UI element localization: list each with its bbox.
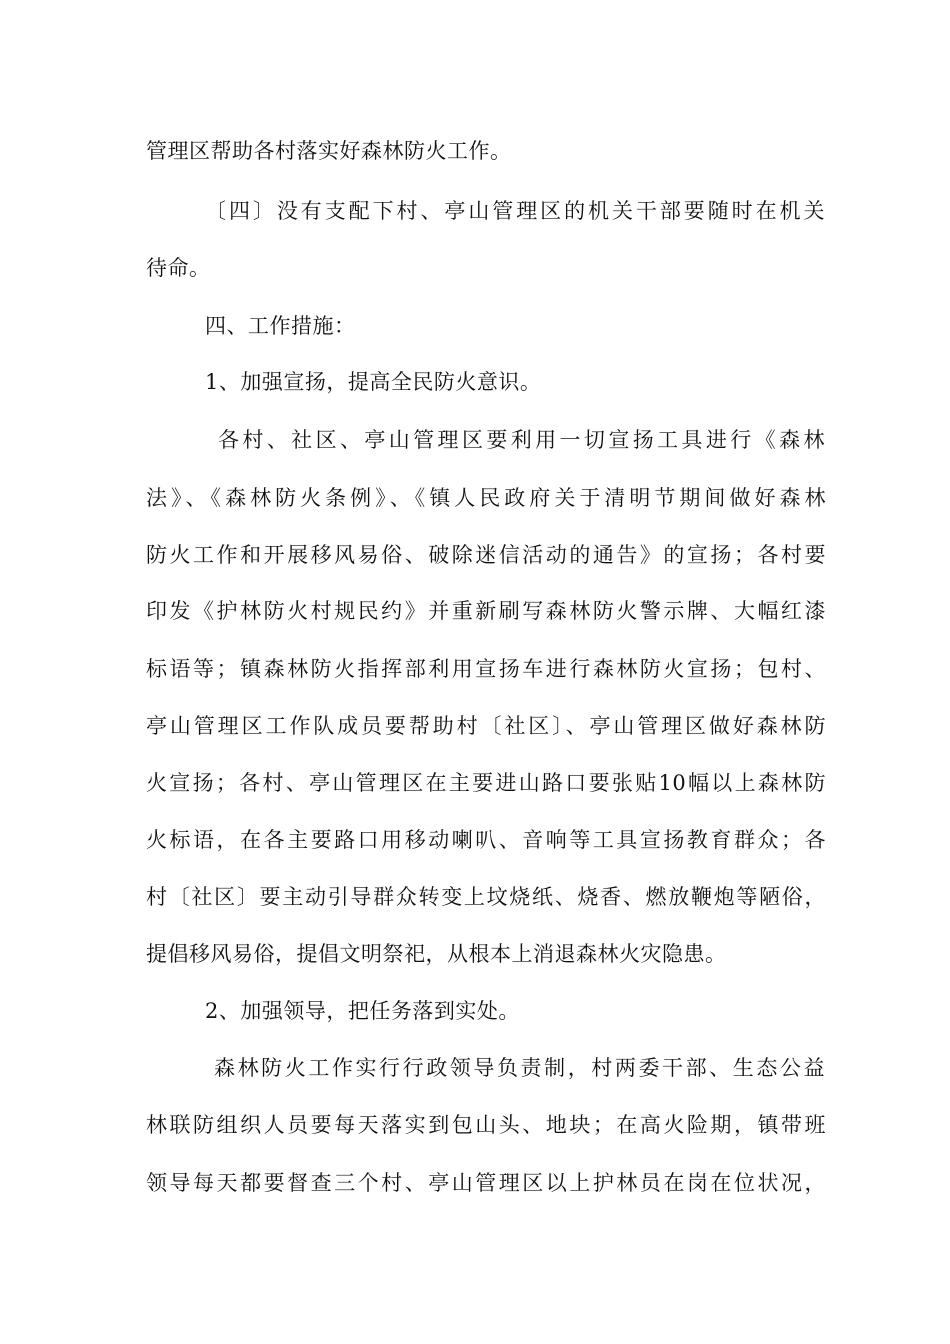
paragraph-line: 管理区帮助各村落实好森林防火工作。	[146, 139, 512, 163]
subsection-heading: 2、加强领导，把任务落到实处。	[205, 999, 520, 1023]
paragraph-line: 印发《护林防火村规民约》并重新刷写森林防火警示牌、大幅红漆	[146, 599, 826, 623]
paragraph-line: 〔四〕没有支配下村、亭山管理区的机关干部要随时在机关	[205, 199, 825, 223]
section-heading: 四、工作措施：	[205, 314, 356, 338]
paragraph-line: 提倡移风易俗，提倡文明祭祀，从根本上消退森林火灾隐患。	[146, 942, 727, 966]
paragraph-line: 林联防组织人员要每天落实到包山头、地块；在高火险期，镇带班	[146, 1113, 826, 1137]
paragraph-line: 领导每天都要督查三个村、亭山管理区以上护林员在岗在位状况，	[146, 1171, 826, 1195]
paragraph-line: 火宣扬；各村、亭山管理区在主要进山路口要张贴10幅以上森林防	[146, 771, 826, 795]
paragraph-line: 法》、《森林防火条例》、《镇人民政府关于清明节期间做好森林	[146, 486, 826, 510]
subsection-heading: 1、加强宣扬，提高全民防火意识。	[205, 370, 542, 394]
paragraph-line: 标语等；镇森林防火指挥部利用宣扬车进行森林防火宣扬；包村、	[146, 657, 826, 681]
paragraph-line: 各村、社区、亭山管理区要利用一切宣扬工具进行《森林	[218, 428, 825, 452]
paragraph-line: 待命。	[146, 256, 211, 280]
paragraph-line: 火标语，在各主要路口用移动喇叭、音响等工具宣扬教育群众；各	[146, 828, 826, 852]
paragraph-line: 亭山管理区工作队成员要帮助村〔社区〕、亭山管理区做好森林防	[146, 714, 826, 738]
paragraph-line: 森林防火工作实行行政领导负责制，村两委干部、生态公益	[214, 1056, 825, 1080]
paragraph-line: 防火工作和开展移风易俗、破除迷信活动的通告》的宣扬；各村要	[146, 543, 826, 567]
paragraph-line: 村〔社区〕要主动引导群众转变上坟烧纸、烧香、燃放鞭炮等陋俗，	[146, 885, 826, 909]
